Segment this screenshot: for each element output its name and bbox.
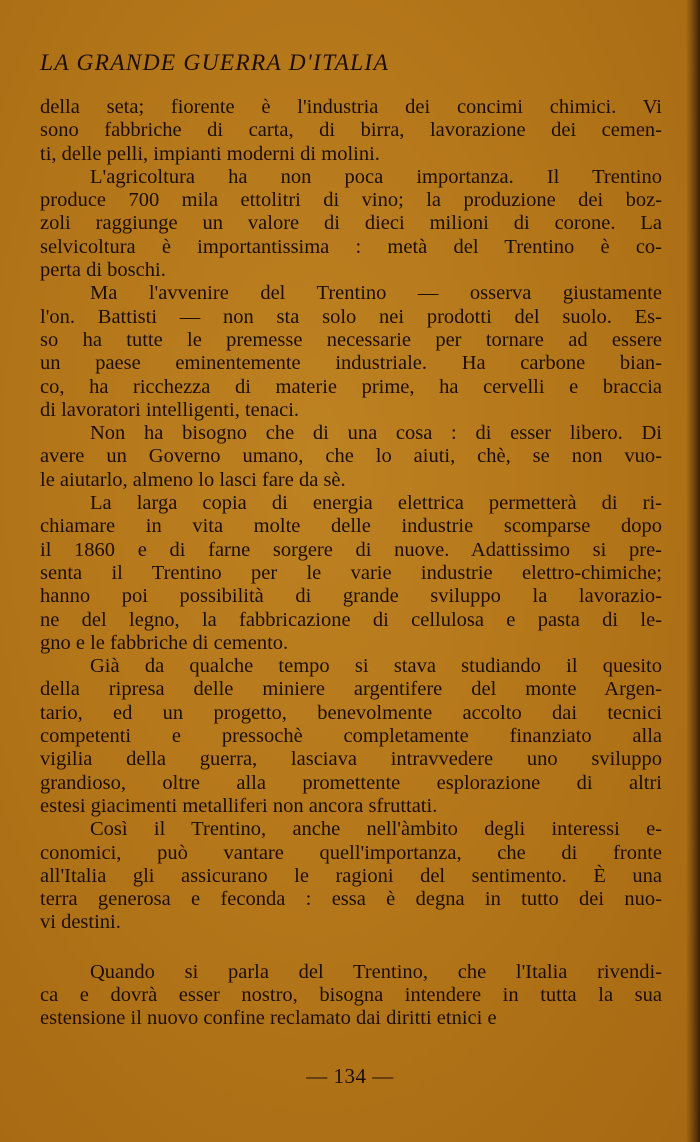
- text-line: estesi giacimenti metalliferi non ancora sfruttati.: [40, 794, 438, 817]
- text-line: zoli raggiunge un valore di dieci milioni di corone. La: [40, 212, 662, 235]
- text-line: Non ha bisogno che di una cosa : di esser libero. Di: [90, 422, 662, 445]
- text-line: grandioso, oltre alla promettente esplorazione di altri: [40, 771, 662, 794]
- text-line: gno e le fabbriche di cemento.: [40, 631, 289, 654]
- text-line: senta il Trentino per le varie industrie elettro-chimiche;: [40, 561, 662, 584]
- text-line: tario, ed un progetto, benevolmente accolto dai tecnici: [40, 701, 662, 724]
- text-line: vi destini.: [40, 911, 121, 934]
- text-line: Ma l'avvenire del Trentino — osserva giustamente: [90, 282, 662, 305]
- text-line: Già da qualche tempo si stava studiando il quesito: [90, 655, 662, 678]
- text-line: vigilia della guerra, lasciava intravvedere uno sviluppo: [40, 748, 662, 771]
- text-line: della ripresa delle miniere argentifere del monte Argen-: [40, 678, 662, 701]
- text-line: ti, delle pelli, impianti moderni di molini.: [40, 142, 380, 165]
- text-line: perta di boschi.: [40, 259, 166, 282]
- text-line: competenti e pressochè completamente finanziato alla: [40, 725, 662, 748]
- body-text: [40, 96, 662, 1031]
- text-line: Così il Trentino, anche nell'àmbito degli interessi e-: [90, 818, 662, 841]
- text-line: il 1860 e di farne sorgere di nuove. Adattissimo si pre-: [40, 538, 662, 561]
- text-line: Quando si parla del Trentino, che l'Italia rivendi-: [90, 960, 662, 983]
- text-line: so ha tutte le premesse necessarie per tornare ad essere: [40, 328, 662, 351]
- text-line: La larga copia di energia elettrica permetterà di ri-: [90, 492, 662, 515]
- text-line: hanno poi possibilità di grande sviluppo la lavorazio-: [40, 585, 662, 608]
- text-line: selvicoltura è importantissima : metà del Trentino è co-: [40, 235, 662, 258]
- text-line: conomici, può vantare quell'importanza, che di fronte: [40, 841, 662, 864]
- running-head: LA GRANDE GUERRA D'ITALIA: [40, 50, 389, 76]
- text-line: estensione il nuovo confine reclamato dai diritti etnici e: [40, 1007, 497, 1030]
- paragraph-gap: [40, 935, 662, 961]
- page-edge-shadow: [686, 0, 700, 1142]
- text-line: avere un Governo umano, che lo aiuti, chè, se non vuo-: [40, 445, 662, 468]
- text-line: produce 700 mila ettolitri di vino; la produzione dei boz-: [40, 189, 662, 212]
- text-line: un paese eminentemente industriale. Ha carbone bian-: [40, 352, 662, 375]
- text-line: chiamare in vita molte delle industrie scomparse dopo: [40, 515, 662, 538]
- text-line: co, ha ricchezza di materie prime, ha cervelli e braccia: [40, 375, 662, 398]
- text-line: di lavoratori intelligenti, tenaci.: [40, 398, 300, 421]
- text-line: L'agricoltura ha non poca importanza. Il Trentino: [90, 165, 662, 188]
- text-line: l'on. Battisti — non sta solo nei prodotti del suolo. Es-: [40, 305, 662, 328]
- text-line: terra generosa e feconda : essa è degna in tutto dei nuo-: [40, 888, 662, 911]
- text-line: all'Italia gli assicurano le ragioni del sentimento. È una: [40, 864, 662, 887]
- text-line: ca e dovrà esser nostro, bisogna intendere in tutta la sua: [40, 983, 662, 1006]
- text-line: le aiutarlo, almeno lo lasci fare da sè.: [40, 468, 346, 491]
- text-line: ne del legno, la fabbricazione di cellulosa e pasta di le-: [40, 608, 662, 631]
- text-line: della seta; fiorente è l'industria dei concimi chimici. Vi: [40, 96, 662, 118]
- text-line: sono fabbriche di carta, di birra, lavorazione dei cemen-: [40, 119, 662, 142]
- page-number: — 134 —: [306, 1064, 394, 1088]
